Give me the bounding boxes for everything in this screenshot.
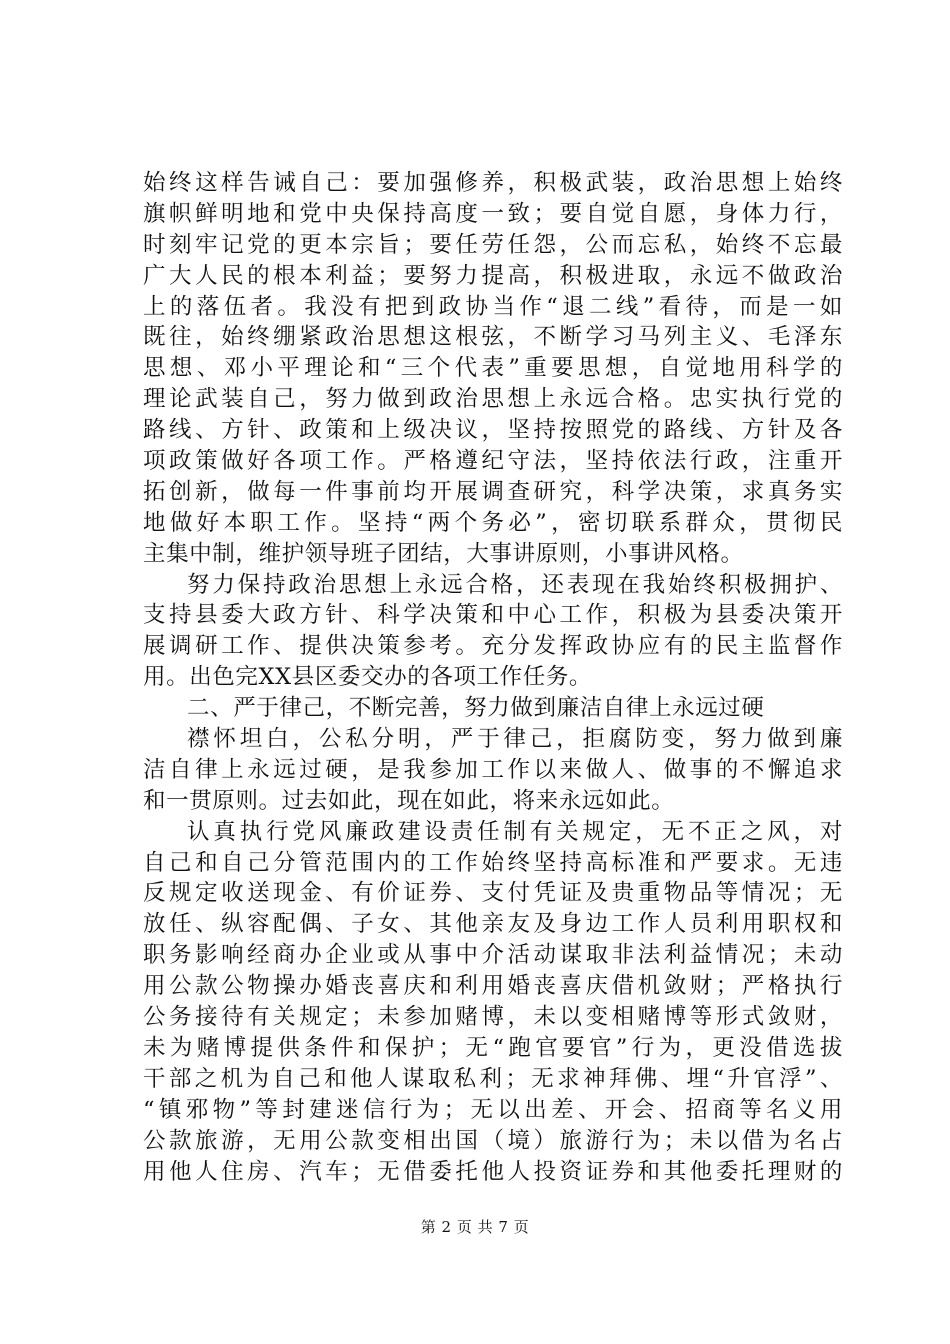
text-line: 拓创新，做每一件事前均开展调查研究，科学决策，求真务实 xyxy=(143,478,843,505)
text-line: 和一贯原则。过去如此，现在如此，将来永远如此。 xyxy=(143,787,675,814)
text-line: 旗帜鲜明地和党中央保持高度一致；要自觉自愿，身体力行， xyxy=(143,200,843,227)
text-line: 用。出色完XX县区委交办的各项工作任务。 xyxy=(143,664,593,691)
text-line: 理论武装自己，努力做到政治思想上永远合格。忠实执行党的 xyxy=(143,386,843,413)
text-line: 放任、纵容配偶、子女、其他亲友及身边工作人员利用职权和 xyxy=(143,911,843,938)
text-line: 反规定收送现金、有价证券、支付凭证及贵重物品等情况；无 xyxy=(143,880,843,907)
text-line: 二、严于律己，不断完善，努力做到廉洁自律上永远过硬 xyxy=(187,695,765,722)
text-line: 襟怀坦白，公私分明，严于律己，拒腐防变，努力做到廉 xyxy=(187,726,843,753)
text-line: 地做好本职工作。坚持“两个务必”，密切联系群众，贯彻民 xyxy=(143,509,843,536)
text-line: 广大人民的根本利益；要努力提高，积极进取，永远不做政治 xyxy=(143,262,843,289)
text-line: 认真执行党风廉政建设责任制有关规定，无不正之风，对 xyxy=(187,818,843,845)
text-line: 始终这样告诫自己：要加强修养，积极武装，政治思想上始终 xyxy=(143,170,843,196)
text-line: 努力保持政治思想上永远合格，还表现在我始终积极拥护、 xyxy=(187,571,843,598)
text-line: 职务影响经商办企业或从事中介活动谋取非法利益情况；未动 xyxy=(143,942,843,969)
text-line: 项政策做好各项工作。严格遵纪守法，坚持依法行政，注重开 xyxy=(143,448,843,475)
text-line: 上的落伍者。我没有把到政协当作“退二线”看待，而是一如 xyxy=(143,293,843,320)
text-line: 支持县委大政方针、科学决策和中心工作，积极为县委决策开 xyxy=(143,602,843,629)
text-line: “镇邪物”等封建迷信行为；无以出差、开会、招商等名义用 xyxy=(143,1096,843,1123)
text-line: 干部之机为自己和他人谋取私利；无求神拜佛、埋“升官浮”、 xyxy=(143,1065,843,1092)
text-line: 主集中制，维护领导班子团结，大事讲原则，小事讲风格。 xyxy=(143,540,744,567)
text-line: 时刻牢记党的更本宗旨；要任劳任怨，公而忘私，始终不忘最 xyxy=(143,231,843,258)
document-body xyxy=(143,168,843,1187)
text-line: 用公款公物操办婚丧喜庆和利用婚丧喜庆借机敛财；严格执行 xyxy=(143,973,843,1000)
text-line: 自己和自己分管范围内的工作始终坚持高标准和严要求。无违 xyxy=(143,849,843,876)
text-line: 公款旅游，无用公款变相出国（境）旅游行为；未以借为名占 xyxy=(143,1127,843,1154)
text-line: 用他人住房、汽车；无借委托他人投资证券和其他委托理财的 xyxy=(143,1158,843,1185)
text-line: 洁自律上永远过硬，是我参加工作以来做人、做事的不懈追求 xyxy=(143,756,843,783)
text-line: 展调研工作、提供决策参考。充分发挥政协应有的民主监督作 xyxy=(143,633,843,660)
page-footer: 第 2 页 共 7 页 xyxy=(420,1218,530,1236)
text-line: 路线、方针、政策和上级决议，坚持按照党的路线、方针及各 xyxy=(143,417,843,444)
text-line: 既往，始终绷紧政治思想这根弦，不断学习马列主义、毛泽东 xyxy=(143,324,843,351)
text-line: 思想、邓小平理论和“三个代表”重要思想，自觉地用科学的 xyxy=(143,355,843,382)
text-line: 公务接待有关规定；未参加赌博，未以变相赌博等形式敛财， xyxy=(143,1004,843,1031)
text-line: 未为赌博提供条件和保护；无“跑官要官”行为，更没借选拔 xyxy=(143,1034,843,1061)
